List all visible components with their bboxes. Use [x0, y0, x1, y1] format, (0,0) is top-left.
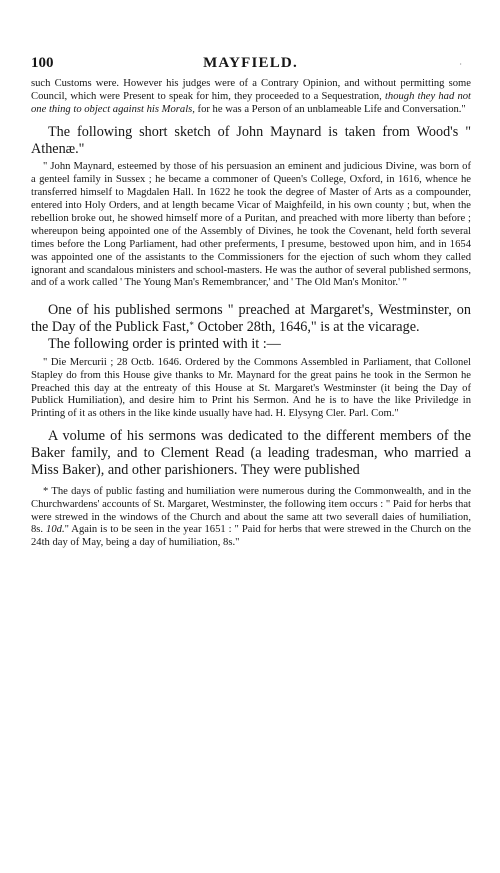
footnote-text: The days of public fasting and humiliation were numerous during the Commonwealth, and in the Churchwardens' accounts of St. Margaret, Westminster, the following item occurs : " Paid for herbs that were strewed in the windows of the Church and about the same att two severall daies of humiliation, 8s.	[31, 485, 471, 536]
stray-mark: ·	[459, 60, 462, 69]
commons-order-paragraph: " Die Mercurii ; 28 Octb. 1646. Ordered by the Commons Assembled in Parliament, that Collonel Stapley do from this House give thanks to Mr. Maynard for the great pains he took in the Sermon he Preached this day at the entreaty of this House at St. Margaret's Westminster (it being the Day of Publick Humiliation), and desire him to Print his Sermon. And he is to have the like Priviledge in Printing of it as others in the like kinde usually have had. H. Elysyng Cler. Parl. Com."	[31, 356, 471, 420]
page-header	[31, 55, 470, 75]
intro-paragraph: The following short sketch of John Maynard is taken from Wood's " Athenæ."	[31, 123, 471, 157]
sermon-text-end: October 28th, 1646," is at the vicarage.	[193, 319, 420, 336]
quote-continuation-paragraph	[31, 78, 471, 117]
dedication-paragraph: A volume of his sermons was dedicated to the different members of the Baker family, and to Clement Read (a leading tradesman, who married a Miss Baker), and other parishioners. They were published	[31, 428, 471, 478]
footnote-text-end: " Again is to be seen in the year 1651 : " Paid for herbs that were strewed in the Church on the 24th day of May, being a day of humiliation, 8s."	[31, 524, 472, 549]
quote-text: such Customs were. However his judges were of a Contrary Opinion, and without permitting some Council, which were Present to speak for him, they proceeded to a Sequestration,	[31, 78, 471, 102]
footnote-italic-amount: 10d.	[46, 524, 65, 536]
athenae-quote-paragraph: " John Maynard, esteemed by those of his persuasion an eminent and judicious Divine, was born of a genteel family in Sussex ; he became a commoner of Queen's College, Oxford, in 1616, whence he transferred himself to Magdalen Hall. In 1622 he took the degree of Master of Arts as a compounder, entered into Holy Orders, and at length became Vicar of Maighfeild, in his own county ; but, when the rebellion broke out, he showed himself more of a Puritan, and preached with more liberty than before ; whereupon being appointed one of the Assembly of Divines, he took the Covenant, held forth several times before the Long Parliament, had other preferments, I presume, bestowed upon him, and in 1654 was appointed one of the assistants to the Commissioners for the ejection of such whom they called ignorant and scandalous ministers and school-masters. He was the author of several published sermons, and of a work called ' The Young Man's Remembrancer,' and ' The Old Man's Monitor.' "	[31, 161, 471, 289]
page-number: 100	[31, 55, 54, 71]
sermon-paragraph	[31, 302, 471, 336]
footnote-reference-mark: *	[189, 320, 194, 331]
sermon-text: One of his published sermons " preached at Margaret's, Westminster, on the Day of the Publick Fast,	[31, 302, 471, 336]
order-intro-paragraph: The following order is printed with it :—	[48, 335, 281, 352]
running-head: MAYFIELD.	[203, 55, 298, 71]
footnote-mark: *	[43, 485, 49, 497]
page-body	[31, 78, 471, 550]
quote-text-end: for he was a Person of an unblameable Life and Conversation."	[194, 103, 466, 115]
quote-italic-text: though they had not one thing to object against his Morals,	[31, 90, 471, 115]
footnote	[31, 486, 471, 551]
